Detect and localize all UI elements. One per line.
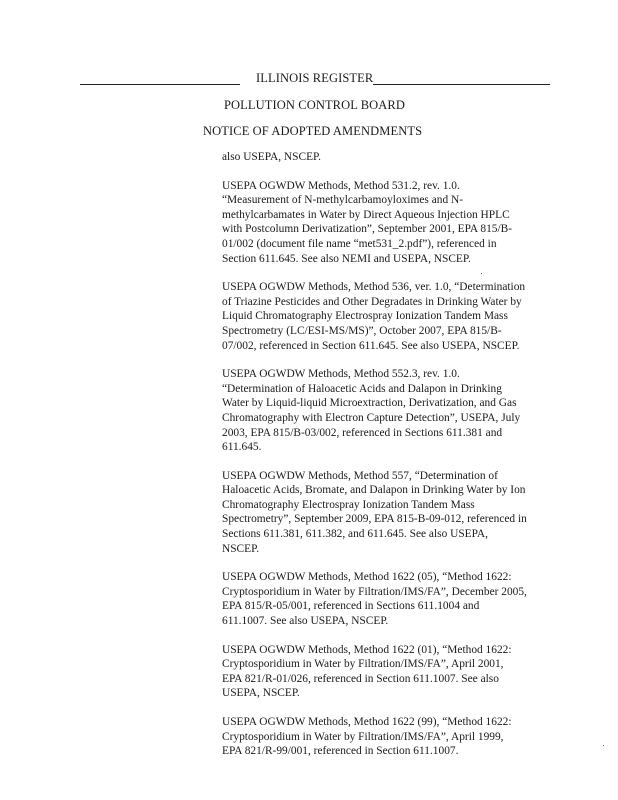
entry-text (222, 715, 550, 759)
entry-text (222, 150, 550, 165)
entry-line: 611.1007. See also USEPA, NSCEP. (222, 615, 389, 628)
entry-line: NSCEP. (222, 542, 260, 555)
entry-line: USEPA OGWDW Methods, Method 536, ver. 1.0, “Determination (222, 281, 526, 294)
entry-line: “Measurement of N-methylcarbamoyloximes and N- (222, 194, 464, 207)
entry-text (222, 280, 550, 353)
entry-line: also USEPA, NSCEP. (222, 151, 321, 163)
reference-entry (222, 280, 550, 353)
scan-speck (481, 273, 482, 274)
reference-entry (222, 469, 550, 557)
entry-line: EPA 815/R-05/001, referenced in Sections 611.1004 and (222, 600, 480, 613)
header-rule-left (80, 84, 240, 85)
entry-text (222, 643, 550, 701)
entry-line: with Postcolumn Derivatization”, September 2001, EPA 815/B- (222, 223, 513, 236)
entry-text (222, 570, 550, 628)
entry-line: USEPA OGWDW Methods, Method 557, “Determination of (222, 469, 498, 482)
continuation-paragraph (222, 150, 550, 165)
entry-line: Haloacetic Acids, Bromate, and Dalapon in Drinking Water by Ion (222, 484, 526, 497)
reference-entry (222, 643, 550, 701)
entry-line: Section 611.645. See also NEMI and USEPA, NSCEP. (222, 252, 471, 265)
entry-line: of Triazine Pesticides and Other Degradates in Drinking Water by (222, 295, 522, 308)
reference-entry (222, 715, 550, 759)
entry-line: USEPA OGWDW Methods, Method 1622 (01), “Method 1622: (222, 643, 512, 656)
entry-line: Chromatography with Electron Capture Detection”, USEPA, July (222, 411, 521, 424)
notice-title: NOTICE OF ADOPTED AMENDMENTS (203, 124, 423, 138)
entry-line: 2003, EPA 815/B-03/002, referenced in Sections 611.381 and (222, 426, 503, 439)
entry-line: USEPA OGWDW Methods, Method 552.3, rev. 1.0. (222, 368, 460, 381)
entry-line: Spectrometry (LC/ESI-MS/MS)”, October 2007, EPA 815/B- (222, 324, 502, 337)
reference-list (222, 150, 550, 773)
entry-line: USEPA, NSCEP. (222, 687, 300, 700)
entry-line: USEPA OGWDW Methods, Method 1622 (99), “Method 1622: (222, 716, 512, 728)
entry-line: USEPA OGWDW Methods, Method 1622 (05), “Method 1622: (222, 571, 512, 584)
entry-line: 07/002, referenced in Section 611.645. See also USEPA, NSCEP. (222, 339, 520, 352)
entry-line: 01/002 (document file name “met531_2.pdf”), referenced in (222, 237, 497, 250)
entry-line: Liquid Chromatography Electrospray Ionization Tandem Mass (222, 310, 508, 323)
entry-line: Spectrometry”, September 2009, EPA 815-B-09-012, referenced in (222, 513, 527, 526)
header-rule-right (373, 84, 550, 85)
entry-line: EPA 821/R-99/001, referenced in Section 611.1007. (222, 745, 459, 758)
entry-text (222, 179, 550, 267)
entry-line: USEPA OGWDW Methods, Method 531.2, rev. 1.0. (222, 179, 460, 192)
entry-line: Chromatography Electrospray Ionization Tandem Mass (222, 498, 475, 511)
reference-entry (222, 179, 550, 267)
entry-line: methylcarbamates in Water by Direct Aqueous Injection HPLC (222, 208, 510, 221)
board-name: POLLUTION CONTROL BOARD (224, 98, 405, 112)
entry-line: Sections 611.381, 611.382, and 611.645. See also USEPA, (222, 528, 488, 541)
entry-line: Water by Liquid-liquid Microextraction, Derivatization, and Gas (222, 397, 517, 410)
entry-line: 611.645. (222, 441, 262, 454)
entry-line: Cryptosporidium in Water by Filtration/IMS/FA”, April 2001, (222, 658, 504, 671)
entry-line: Cryptosporidium in Water by Filtration/IMS/FA”, April 1999, (222, 730, 504, 743)
reference-entry (222, 367, 550, 455)
reference-entry (222, 570, 550, 628)
entry-line: EPA 821/R-01/026, referenced in Section 611.1007. See also (222, 672, 499, 685)
entry-line: Cryptosporidium in Water by Filtration/IMS/FA”, December 2005, (222, 585, 527, 598)
register-title: ILLINOIS REGISTER (256, 71, 374, 85)
scan-speck (603, 745, 604, 746)
entry-text (222, 367, 550, 455)
entry-text (222, 469, 550, 557)
entry-line: “Determination of Haloacetic Acids and Dalapon in Drinking (222, 382, 502, 395)
